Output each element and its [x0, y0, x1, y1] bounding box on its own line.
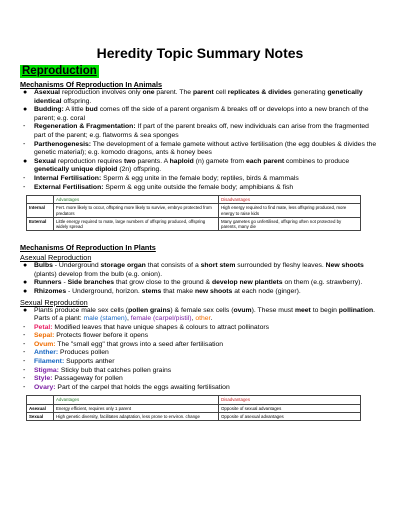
bullet-marker: - — [23, 349, 26, 357]
list-item — [20, 89, 380, 106]
table-header-row — [27, 196, 361, 204]
bullet-marker: ● — [23, 157, 28, 165]
plant-part-item — [20, 324, 380, 333]
plant-part-desc: The "small egg" that grows into a seed after fertilisation — [55, 340, 224, 348]
list-item-text: Parthenogenesis: The development of a female gamete without active fertilisation (the egg doubles & divides the genetic material); e.g. komodo dragons, ants & honey bees — [34, 140, 377, 157]
animals-list — [20, 89, 380, 192]
plant-parts-list — [20, 324, 380, 393]
male-parts-label: male (stamen) — [83, 315, 127, 323]
plant-part-item — [20, 367, 380, 376]
bullet-marker: - — [23, 358, 26, 366]
section-heading: Reproduction — [22, 65, 97, 77]
advantages-header: Advantages — [54, 396, 219, 404]
plant-part-desc: Produces pollen — [58, 349, 109, 357]
bullet-marker: - — [23, 340, 26, 348]
table-header-row — [27, 396, 361, 404]
plant-part-name: Filament: — [34, 358, 65, 366]
list-item — [20, 288, 380, 297]
advantage-cell: Fert. more likely to occur, offspring more likely to survive, embryo protected from predators — [54, 204, 219, 217]
advantage-cell: Energy efficient, requires only 1 parent — [54, 404, 219, 412]
page-title: Heredity Topic Summary Notes — [96, 45, 304, 61]
table-corner — [27, 196, 54, 204]
row-label: Internal — [27, 204, 54, 217]
bullet-marker: ● — [23, 106, 28, 114]
advantages-header: Advantages — [54, 196, 219, 204]
disadvantage-cell: High energy required to find mate, less offspring produced, more energy to raise kids — [219, 204, 361, 217]
list-item-text: Budding: A little bud comes off the side of a parent organism & breaks off or develops into a new branch of the parent; e.g. coral — [34, 106, 369, 122]
list-item — [20, 175, 380, 184]
plant-part-desc: Part of the carpel that holds the eggs awaiting fertilisation — [55, 383, 230, 391]
plant-part-item — [20, 349, 380, 358]
advantage-cell: High genetic diversity, facilitates adaptation, less prone to environ. change — [54, 412, 219, 420]
list-item — [20, 141, 380, 158]
bullet-marker: - — [23, 332, 26, 340]
disadvantages-header: Disadvantages — [219, 196, 361, 204]
list-item-text: Regeneration & Fragmentation: If part of the parent breaks off, new individuals can arise from the fragmented part of the parent; e.g. flatworms & sea sponges — [34, 123, 369, 139]
row-label: Sexual — [27, 412, 54, 420]
disadvantage-cell: Opposite of sexual advantages — [219, 404, 361, 412]
disadvantage-cell: Opposite of asexual advantages — [219, 412, 361, 420]
advantage-cell: Little energy required to mate, large numbers of offspring produced, offspring widely spread — [54, 217, 219, 230]
list-item-text: Runners - Side branches that grow close to the ground & develop new plantlets on them (e.g. strawberry). — [34, 279, 363, 287]
bullet-marker: - — [23, 323, 26, 331]
plant-part-name: Ovum: — [34, 340, 56, 348]
disadvantage-cell: Many gametes go unfertilised, offspring often not protected by parents, many die — [219, 217, 361, 230]
list-item — [20, 184, 380, 193]
plant-part-item — [20, 384, 380, 393]
row-label: External — [27, 217, 54, 230]
plant-part-item — [20, 358, 380, 367]
bullet-marker: ● — [23, 306, 28, 314]
plant-part-desc: Modified leaves that have unique shapes & colours to attract pollinators — [52, 323, 270, 331]
plants-asexual-list — [20, 262, 380, 296]
plant-part-item — [20, 332, 380, 341]
bullet-marker: ● — [23, 89, 28, 96]
bullet-marker: ● — [23, 262, 28, 270]
plant-part-name: Stigma: — [34, 366, 59, 374]
plant-part-name: Sepal: — [34, 332, 55, 340]
bullet-marker: ● — [23, 279, 28, 287]
table-row — [27, 217, 361, 230]
plants-sexual-list — [20, 307, 380, 324]
table-row — [27, 404, 361, 412]
other-parts-label: other — [195, 315, 211, 323]
list-item-text: Internal Fertilisation: Sperm & egg unite in the female body; reptiles, birds & mammals — [34, 174, 299, 182]
list-item — [20, 158, 380, 175]
disadvantages-header: Disadvantages — [219, 396, 361, 404]
plant-part-desc: Sticky bub that catches pollen grains — [58, 366, 172, 374]
list-item-text: Asexual reproduction involves only one parent. The parent cell replicates & divides generating genetically identical offspring. — [34, 89, 363, 105]
bullet-marker: ● — [23, 287, 28, 295]
bullet-marker: - — [23, 366, 26, 374]
plant-part-name: Style: — [34, 375, 53, 383]
list-item — [20, 123, 380, 140]
asexual-heading: Asexual Reproduction — [20, 253, 92, 263]
plant-part-item — [20, 341, 380, 350]
table-row — [27, 204, 361, 217]
plant-part-name: Ovary: — [34, 383, 56, 391]
bullet-marker: - — [23, 183, 26, 191]
plant-part-desc: Protects flower before it opens — [54, 332, 149, 340]
bullet-marker: - — [23, 123, 26, 131]
plant-part-desc: Passageway for pollen — [52, 375, 123, 383]
table-corner — [27, 396, 54, 404]
plants-table — [26, 395, 361, 421]
table-row — [27, 412, 361, 420]
list-item: ● Plants produce male sex cells (pollen grains) & female sex cells (ovum). These must meet to begin pollination. Parts of a plant: male (stamen), female (carpel/pistil), other. — [23, 306, 376, 323]
row-label: Asexual — [27, 404, 54, 412]
female-parts-label: female (carpel/pistil) — [130, 315, 192, 323]
list-item — [20, 279, 380, 288]
list-item — [20, 106, 380, 123]
plant-part-desc: Supports anther — [64, 358, 115, 366]
list-item-text: Sexual reproduction requires two parents. A haploid (n) gamete from each parent combines to produce genetically unique diploid (2n) offspring. — [34, 157, 350, 174]
plant-part-item — [20, 375, 380, 384]
bullet-marker: - — [23, 375, 26, 383]
list-item-text: External Fertilisation: Sperm & egg unite outside the female body; amphibians & fish — [34, 183, 294, 191]
bullet-marker: - — [23, 140, 26, 148]
bullet-marker: - — [23, 383, 26, 391]
bullet-marker: - — [23, 174, 26, 182]
list-item — [20, 262, 380, 279]
animals-heading: Mechanisms Of Reproduction In Animals — [20, 80, 163, 89]
animals-table — [26, 195, 361, 231]
list-item-text: Rhizomes - Underground, horizon. stems that make new shoots at each node (ginger). — [34, 287, 301, 295]
plant-part-name: Anther: — [34, 349, 59, 357]
plants-heading: Mechanisms Of Reproduction In Plants — [20, 243, 156, 253]
sexual-heading: Sexual Reproduction — [20, 297, 88, 307]
list-item-text: Bulbs - Underground storage organ that consists of a short stem surrounded by fleshy leaves. New shoots (plants) develop from the bulb (e.g. onion). — [34, 262, 364, 278]
list-item-text: Plants produce male sex cells (pollen grains) & female sex cells (ovum). These must meet to begin pollination. Parts of a plant: — [34, 306, 376, 323]
plant-part-name: Petal: — [34, 323, 53, 331]
